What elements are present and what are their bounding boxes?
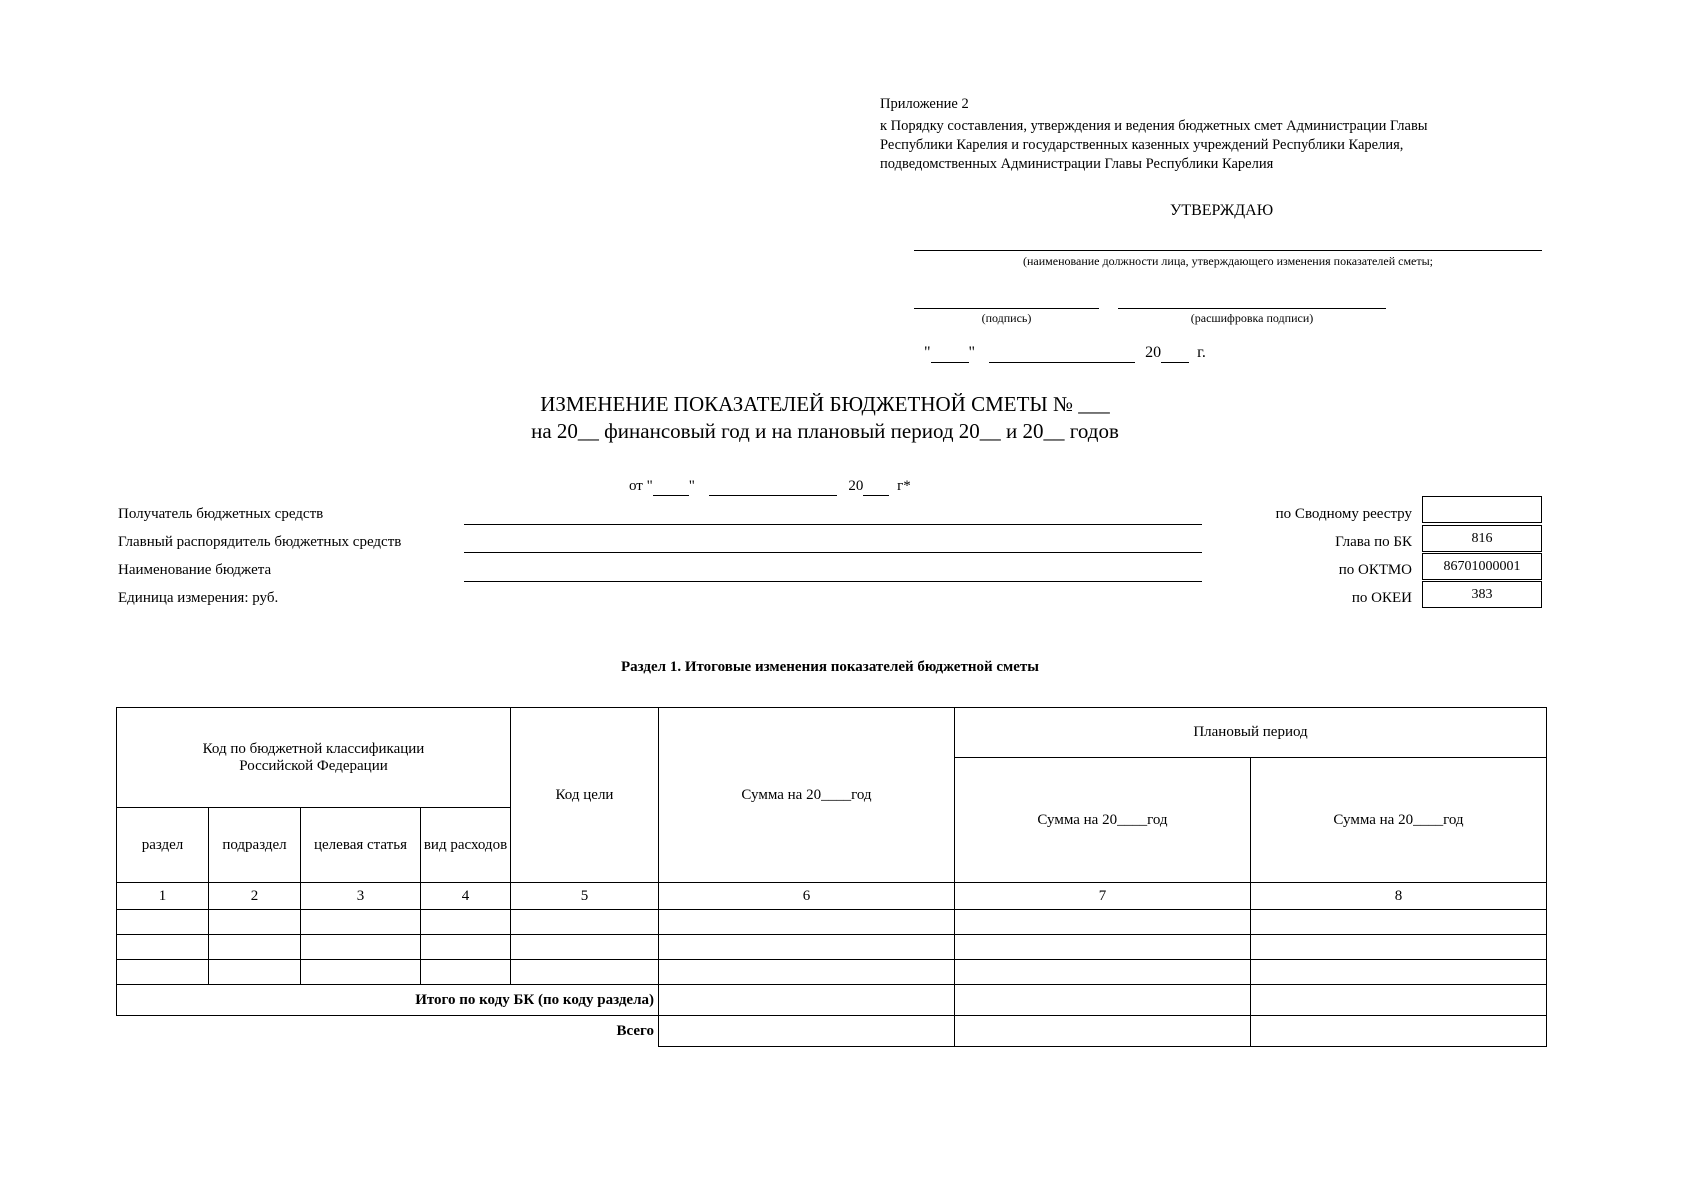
- total-by-code-row: [117, 985, 1547, 1016]
- table-cell: [511, 910, 659, 935]
- budget-name-line: [464, 581, 1202, 582]
- sum-current-header: Сумма на 20____год: [659, 708, 955, 883]
- table-cell: [955, 985, 1251, 1016]
- section-1-title: Раздел 1. Итоговые изменения показателей бюджетной сметы: [621, 659, 1039, 675]
- expense-type-header: вид расходов: [421, 808, 511, 883]
- grand-total-label: Всего: [117, 1016, 659, 1047]
- subsection-header: подраздел: [209, 808, 301, 883]
- budget-name-label: Наименование бюджета: [118, 562, 272, 578]
- position-caption: (наименование должности лица, утверждающего изменения показателей сметы;: [1022, 254, 1434, 268]
- col-number: 6: [659, 883, 955, 910]
- signature-line: [914, 308, 1099, 309]
- col-number: 2: [209, 883, 301, 910]
- target-article-header: целевая статья: [301, 808, 421, 883]
- table-cell: [421, 910, 511, 935]
- table-cell: [955, 960, 1251, 985]
- appendix-label: Приложение 2: [880, 96, 969, 112]
- table-cell: [659, 960, 955, 985]
- target-code-header: Код цели: [511, 708, 659, 883]
- total-by-code-label: Итого по коду БК (по коду раздела): [117, 985, 659, 1016]
- bk-label: Глава по БК: [1335, 534, 1412, 550]
- table-cell: [1251, 935, 1547, 960]
- col-number: 7: [955, 883, 1251, 910]
- table-cell: [659, 985, 955, 1016]
- table-cell: [659, 910, 955, 935]
- date-from: [629, 478, 911, 496]
- table-cell: [511, 935, 659, 960]
- recipient-label: Получатель бюджетных средств: [118, 506, 324, 522]
- table-cell: [209, 960, 301, 985]
- approve-heading: УТВЕРЖДАЮ: [1170, 202, 1274, 219]
- table-cell: [1251, 1016, 1547, 1047]
- approval-date-quote-open: ": [924, 344, 931, 361]
- registry-label: по Сводному реестру: [1275, 506, 1412, 522]
- document-subtitle: на 20__ финансовый год и на плановый период 20__ и 20__ годов: [531, 419, 1119, 443]
- table-cell: [301, 935, 421, 960]
- table-cell: [511, 960, 659, 985]
- planned-period-header: Плановый период: [955, 708, 1547, 758]
- sum-plan2-header: Сумма на 20____год: [1251, 758, 1547, 883]
- position-line: [914, 250, 1542, 251]
- order-line-3: подведомственных Администрации Главы Республики Карелия: [880, 156, 1274, 172]
- table-row: [117, 935, 1547, 960]
- date-from-month-blank: [709, 478, 837, 496]
- main-manager-line: [464, 552, 1202, 553]
- table-cell: [117, 910, 209, 935]
- date-from-suffix: г*: [897, 478, 911, 494]
- table-cell: [955, 910, 1251, 935]
- table-row: [117, 960, 1547, 985]
- date-from-quote-close: ": [688, 478, 695, 494]
- column-numbers-row: [117, 883, 1547, 910]
- table-cell: [301, 960, 421, 985]
- table-cell: [421, 935, 511, 960]
- table-cell: [1251, 910, 1547, 935]
- approval-year-suffix: г.: [1197, 344, 1206, 361]
- date-from-year-prefix: 20: [848, 478, 864, 494]
- approval-month-blank: [989, 344, 1135, 363]
- unit-label: Единица измерения: руб.: [118, 590, 279, 606]
- approval-year-prefix: 20: [1145, 344, 1162, 361]
- date-from-prefix: от ": [629, 478, 653, 494]
- table-cell: [659, 935, 955, 960]
- decoding-caption: (расшифровка подписи): [1190, 311, 1314, 325]
- section-header: раздел: [117, 808, 209, 883]
- date-from-year-blank: [863, 478, 889, 496]
- registry-code-box: [1422, 496, 1542, 523]
- table-cell: [117, 935, 209, 960]
- table-cell: [659, 1016, 955, 1047]
- approval-date: [924, 344, 1206, 363]
- approval-day-blank: [931, 344, 969, 363]
- oktmo-label: по ОКТМО: [1338, 562, 1412, 578]
- document-title: ИЗМЕНЕНИЕ ПОКАЗАТЕЛЕЙ БЮДЖЕТНОЙ СМЕТЫ № ___: [540, 392, 1110, 416]
- bk-code-box: 816: [1422, 525, 1542, 552]
- signature-decoding-line: [1118, 308, 1386, 309]
- sum-plan1-header: Сумма на 20____год: [955, 758, 1251, 883]
- order-line-2: Республики Карелия и государственных казенных учреждений Республики Карелия,: [880, 137, 1404, 153]
- date-from-day-blank: [653, 478, 689, 496]
- table-cell: [955, 1016, 1251, 1047]
- table-cell: [301, 910, 421, 935]
- main-manager-label: Главный распорядитель бюджетных средств: [118, 534, 402, 550]
- approval-date-quote-close: ": [968, 344, 976, 361]
- table-cell: [117, 960, 209, 985]
- table-cell: [209, 935, 301, 960]
- approval-year-blank: [1161, 344, 1189, 363]
- table-row: [117, 910, 1547, 935]
- table-cell: [1251, 985, 1547, 1016]
- table-cell: [421, 960, 511, 985]
- col-number: 3: [301, 883, 421, 910]
- budget-table: [116, 707, 1547, 1047]
- order-line-1: к Порядку составления, утверждения и ведения бюджетных смет Администрации Главы: [880, 118, 1428, 134]
- bk-code-header: Код по бюджетной классификации Российской Федерации: [117, 708, 511, 808]
- table-cell: [209, 910, 301, 935]
- signature-caption: (подпись): [981, 311, 1032, 325]
- table-cell: [1251, 960, 1547, 985]
- okei-code-box: 383: [1422, 581, 1542, 608]
- grand-total-row: [117, 1016, 1547, 1047]
- recipient-line: [464, 524, 1202, 525]
- okei-label: по ОКЕИ: [1351, 590, 1412, 606]
- oktmo-code-box: 86701000001: [1422, 553, 1542, 580]
- col-number: 5: [511, 883, 659, 910]
- col-number: 4: [421, 883, 511, 910]
- col-number: 8: [1251, 883, 1547, 910]
- table-cell: [955, 935, 1251, 960]
- col-number: 1: [117, 883, 209, 910]
